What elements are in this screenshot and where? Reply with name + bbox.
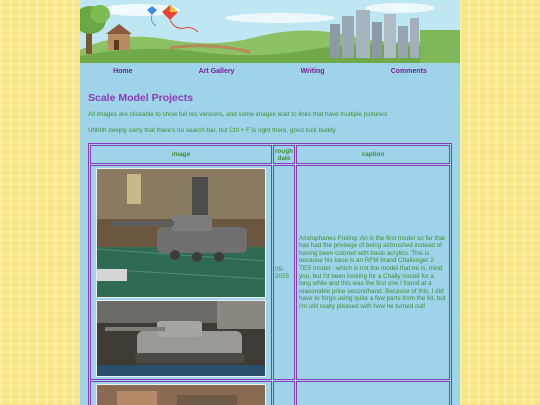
table-row (90, 381, 450, 405)
nav-writing-link[interactable]: Writing (300, 67, 325, 75)
nav-home-link[interactable]: Home (113, 67, 133, 75)
header-banner (80, 0, 460, 63)
date-cell: 05-2025 (273, 165, 295, 380)
banner-illustration (80, 0, 460, 63)
table-row (90, 165, 450, 380)
header-image: image (90, 145, 272, 164)
tank-model-photo-2[interactable] (96, 300, 266, 377)
caption-cell: Aristophanes Freling: Ari is the first model so far that has had the privilege of being airbrushed instead of having been colored with basic acrylics. This is because his base is an RFM brand Challenger 2 TES model - which is not the model that he is, mind you, but I'd been looking for a Chally model for a long while and this was the first one I found at a reasonable price secondhand. Because of this, I did have to forgo using quite a few parts from the kit, but I'm still really pleased with how he turned out! (296, 165, 450, 380)
main-content (88, 92, 452, 405)
projects-table (88, 143, 452, 405)
page-title: Scale Model Projects (88, 92, 194, 104)
model-photo-3[interactable] (96, 384, 266, 405)
header-caption: caption (296, 145, 450, 164)
search-note-text: Uhhhh deeply sorry that there's no search bar, but Ctrl + F is right there, good luck buddy (88, 127, 336, 134)
image-cell (90, 165, 272, 380)
tank-model-photo-1[interactable] (96, 168, 266, 298)
image-cell (90, 381, 272, 405)
nav-art-gallery-link[interactable]: Art Gallery (198, 67, 235, 75)
table-header-row (90, 145, 450, 164)
intro-text: All images are clickable to show full res versions, and some images lead to links that have multiple pictures! (88, 111, 388, 118)
caption-cell (296, 381, 450, 405)
main-navigation (80, 63, 460, 79)
page-container (80, 0, 460, 405)
date-cell (273, 381, 295, 405)
nav-comments-link[interactable]: Comments (390, 67, 427, 75)
header-rough-date: rough date (273, 145, 295, 164)
